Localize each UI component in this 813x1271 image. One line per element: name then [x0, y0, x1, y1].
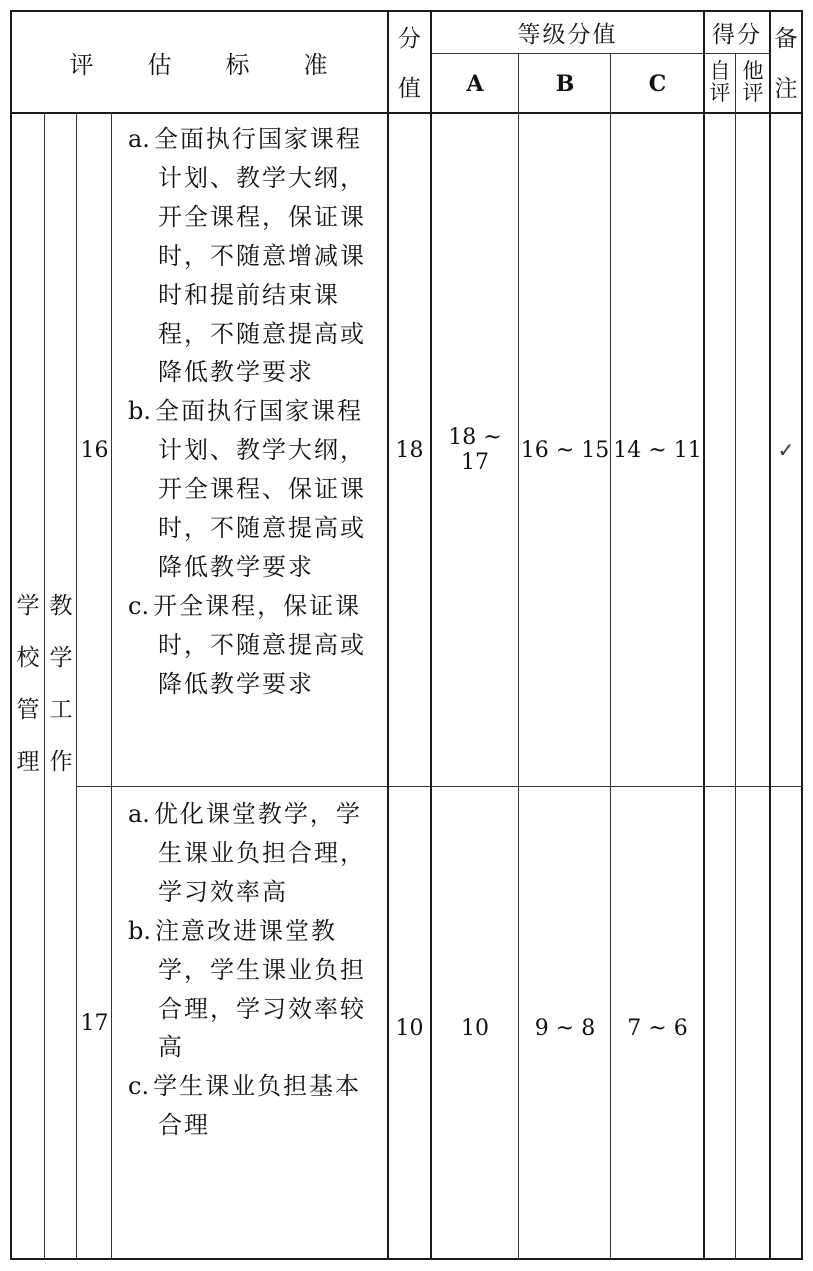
item-label: b.	[128, 397, 151, 426]
item-text: 学生课业负担基本合理	[153, 1072, 362, 1140]
grade-c-value: 14 ~ 11	[613, 437, 702, 463]
remark-header-top: 备	[774, 25, 798, 52]
item-label: a.	[128, 800, 150, 828]
score-header-bottom: 值	[398, 75, 421, 102]
item-text: 全面执行国家课程计划、教学大纲，开全课程，保证课时，不随意增减课时和提前结束课程，不随意提高或降低教学要求	[153, 125, 366, 387]
item-text: 优化课堂教学，学生课业负担合理，学习效率高	[153, 800, 366, 906]
item-text: 全面执行国家课程计划、教学大纲，开全课程、保证课时，不随意提高或降低教学要求	[155, 397, 366, 581]
other-eval-value	[737, 788, 769, 1258]
score-value: 10	[395, 1015, 424, 1041]
self-eval-value	[705, 114, 735, 786]
category-level2	[46, 580, 76, 788]
grade-a-header: A	[466, 70, 484, 97]
item-text: 开全课程，保证课时，不随意提高或降低教学要求	[153, 591, 366, 698]
item-label: c.	[128, 1072, 150, 1101]
remark-check: ✓	[777, 438, 795, 462]
category-level2-char: 学	[49, 645, 73, 671]
category-level1-char: 理	[16, 749, 40, 775]
criteria-item	[128, 795, 383, 912]
item-text: 注意改进课堂教学，学生课业负担合理，学习效率较高	[155, 916, 366, 1062]
self-eval-header-bottom: 评	[709, 81, 731, 105]
category-level1-char: 学	[16, 593, 40, 619]
grade-b-value: 9 ~ 8	[534, 1015, 596, 1041]
obtained-group-header: 得分	[712, 22, 762, 48]
category-level1	[12, 580, 44, 788]
item-label: b.	[128, 916, 151, 945]
grade-c-header: C	[648, 70, 667, 97]
category-level2-char: 作	[49, 749, 73, 775]
criteria-text	[128, 795, 383, 1145]
category-level1-char: 校	[16, 645, 40, 671]
other-eval-value	[737, 114, 769, 786]
item-label: a.	[128, 125, 150, 153]
criteria-item	[128, 912, 383, 1068]
other-eval-header-top: 他	[742, 59, 764, 83]
col-line-number	[111, 112, 112, 1259]
remark-header-bottom: 注	[774, 75, 798, 102]
item-label: c.	[128, 591, 150, 620]
grade-a-value: 10	[461, 1015, 489, 1041]
criteria-item	[128, 392, 383, 587]
score-value: 18	[395, 437, 424, 463]
grade-group-header: 等级分值	[517, 22, 618, 48]
category-level2-char: 教	[49, 593, 73, 619]
criteria-header: 评 估 标 准	[69, 50, 330, 79]
category-level2-char: 工	[49, 697, 73, 723]
criteria-item	[128, 587, 383, 704]
grade-a-value: 18 ~ 17	[448, 425, 502, 475]
self-eval-value	[705, 788, 735, 1258]
criteria-item	[128, 120, 383, 392]
border-right	[801, 10, 803, 1260]
other-eval-header-bottom: 评	[742, 81, 764, 105]
other-eval-header	[737, 60, 769, 104]
category-level1-char: 管	[16, 697, 40, 723]
score-header-top: 分	[398, 25, 421, 52]
criteria-item	[128, 1067, 383, 1145]
row-number: 16	[80, 437, 109, 463]
remark-value	[771, 788, 801, 1258]
grade-b-value: 16 ~ 15	[520, 437, 610, 463]
criteria-text	[128, 120, 383, 704]
grade-b-header: B	[555, 70, 575, 97]
row-number: 17	[80, 1010, 109, 1036]
grade-c-value: 7 ~ 6	[627, 1015, 688, 1041]
self-eval-header-top: 自	[709, 59, 731, 83]
self-eval-header	[705, 60, 735, 104]
